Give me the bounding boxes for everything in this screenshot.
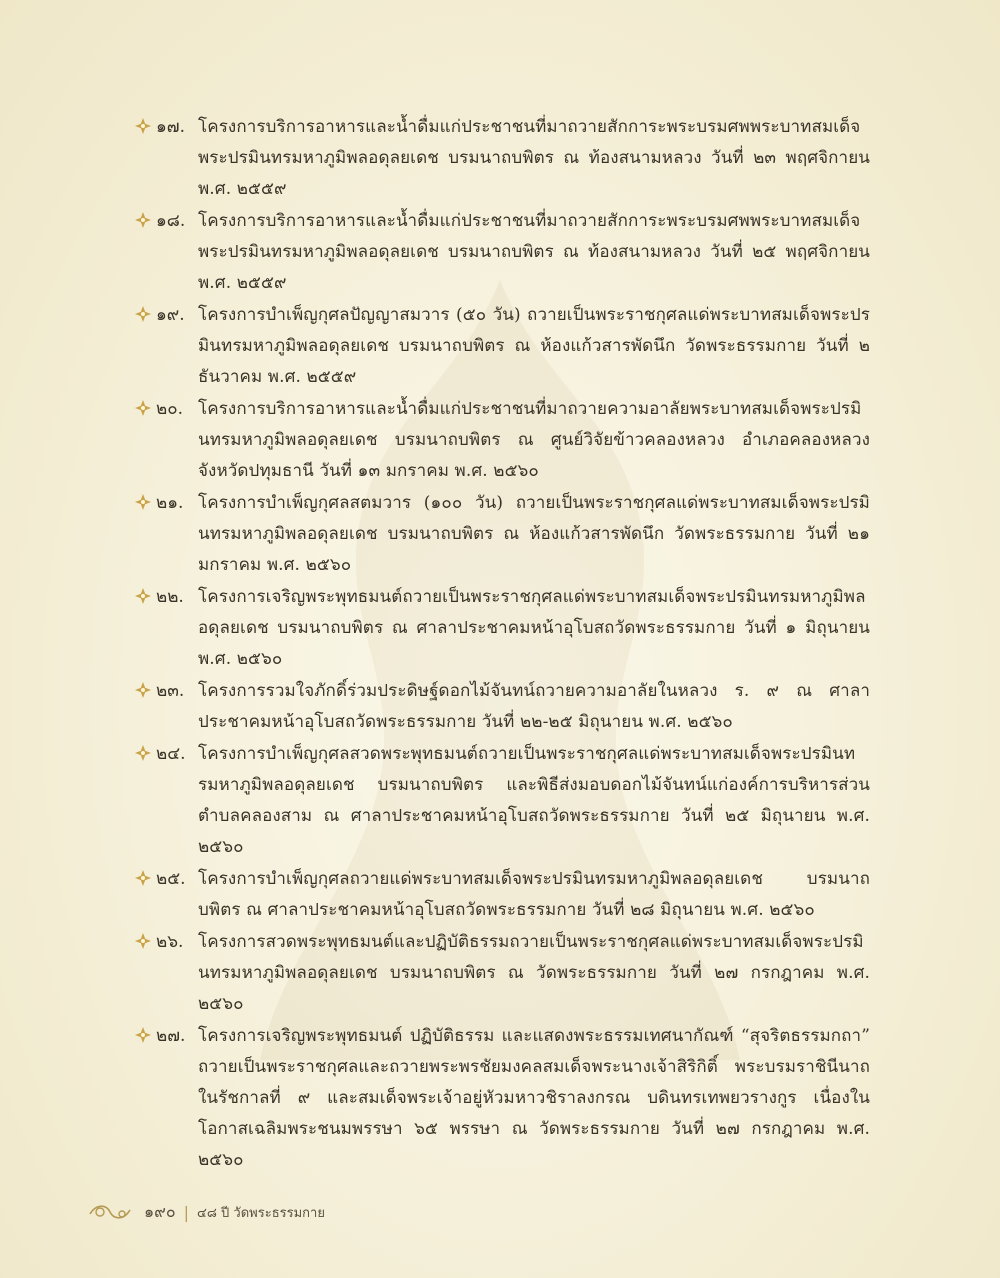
item-text: โครงการบริการอาหารและน้ำดื่มแก่ประชาชนที่มาถวายสักการะพระบรมศพพระบาทสมเด็จพระปรมินทรมหาภูมิพลอดุลยเดช บรมนาถบพิตร ณ ท้องสนามหลวง วันที่ ๒๓ พฤศจิกายน พ.ศ. ๒๕๕๙: [198, 117, 870, 199]
item-number: ๒๑.: [156, 493, 184, 513]
diamond-flower-bullet-icon: [134, 869, 152, 887]
footer-separator: |: [183, 1202, 190, 1222]
list-item: [130, 300, 870, 393]
list-item: [130, 394, 870, 487]
item-text: โครงการบริการอาหารและน้ำดื่มแก่ประชาชนที่มาถวายสักการะพระบรมศพพระบาทสมเด็จพระปรมินทรมหาภูมิพลอดุลยเดช บรมนาถบพิตร ณ ท้องสนามหลวง วันที่ ๒๕ พฤศจิกายน พ.ศ. ๒๕๕๙: [198, 211, 870, 293]
diamond-flower-bullet-icon: [134, 932, 152, 950]
diamond-flower-bullet-icon: [134, 1026, 152, 1044]
item-number: ๒๗.: [156, 1026, 186, 1046]
item-text: โครงการเจริญพระพุทธมนต์ ปฏิบัติธรรม และแสดงพระธรรมเทศนากัณฑ์ “สุจริตธรรมกถา” ถวายเป็นพระราชกุศลและถวายพระพรชัยมงคลสมเด็จพระนางเจ้าสิริกิติ์ พระบรมราชินีนาถ ในรัชกาลที่ ๙ และสมเด็จพระเจ้าอยู่หัวมหาวชิราลงกรณ บดินทรเทพยวรางกูร เนื่องในโอกาสเฉลิมพระชนมพรรษา ๖๕ พรรษา ณ วัดพระธรรมกาย วันที่ ๒๗ กรกฎาคม พ.ศ. ๒๕๖๐: [198, 1026, 870, 1170]
item-text: โครงการบริการอาหารและน้ำดื่มแก่ประชาชนที่มาถวายความอาลัยพระบาทสมเด็จพระปรมินทรมหาภูมิพลอดุลยเดช บรมนาถบพิตร ณ ศูนย์วิจัยข้าวคลองหลวง อำเภอคลองหลวง จังหวัดปทุมธานี วันที่ ๑๓ มกราคม พ.ศ. ๒๕๖๐: [198, 399, 870, 481]
item-text: โครงการบำเพ็ญกุศลสตมวาร (๑๐๐ วัน) ถวายเป็นพระราชกุศลแด่พระบาทสมเด็จพระปรมินทรมหาภูมิพลอดุลยเดช บรมนาถบพิตร ณ ห้องแก้วสารพัดนึก วัดพระธรรมกาย วันที่ ๒๑ มกราคม พ.ศ. ๒๕๖๐: [198, 493, 870, 575]
diamond-flower-bullet-icon: [134, 117, 152, 135]
item-number: ๒๒.: [156, 587, 184, 607]
item-number: ๒๐.: [156, 399, 183, 419]
diamond-flower-bullet-icon: [134, 493, 152, 511]
item-text: โครงการบำเพ็ญกุศลปัญญาสมวาร (๕๐ วัน) ถวายเป็นพระราชกุศลแด่พระบาทสมเด็จพระปรมินทรมหาภูมิพลอดุลยเดช บรมนาถบพิตร ณ ห้องแก้วสารพัดนึก วัดพระธรรมกาย วันที่ ๒ ธันวาคม พ.ศ. ๒๕๕๙: [198, 305, 870, 387]
list-item: [130, 488, 870, 581]
item-number: ๒๓.: [156, 681, 185, 701]
diamond-flower-bullet-icon: [134, 399, 152, 417]
item-number: ๒๔.: [156, 744, 186, 764]
diamond-flower-bullet-icon: [134, 744, 152, 762]
page-footer: [88, 1197, 325, 1227]
scroll-ornament-icon: [88, 1200, 134, 1224]
list-item: [130, 582, 870, 675]
list-item: [130, 739, 870, 863]
item-number: ๒๖.: [156, 932, 184, 952]
list-item: [130, 864, 870, 926]
item-number: ๒๕.: [156, 869, 186, 889]
diamond-flower-bullet-icon: [134, 681, 152, 699]
item-text: โครงการรวมใจภักดิ์ร่วมประดิษฐ์ดอกไม้จันทน์ถวายความอาลัยในหลวง ร. ๙ ณ ศาลาประชาคมหน้าอุโบสถวัดพระธรรมกาย วันที่ ๒๒-๒๕ มิถุนายน พ.ศ. ๒๕๖๐: [198, 681, 870, 732]
diamond-flower-bullet-icon: [134, 587, 152, 605]
item-number: ๑๙.: [156, 305, 185, 325]
item-number: ๑๘.: [156, 211, 186, 231]
page-number: ๑๙๐: [144, 1201, 176, 1221]
item-text: โครงการบำเพ็ญกุศลถวายแด่พระบาทสมเด็จพระปรมินทรมหาภูมิพลอดุลยเดช บรมนาถบพิตร ณ ศาลาประชาคมหน้าอุโบสถวัดพระธรรมกาย วันที่ ๒๘ มิถุนายน พ.ศ. ๒๕๖๐: [198, 869, 870, 920]
item-text: โครงการเจริญพระพุทธมนต์ถวายเป็นพระราชกุศลแด่พระบาทสมเด็จพระปรมินทรมหาภูมิพลอดุลยเดช บรมนาถบพิตร ณ ศาลาประชาคมหน้าอุโบสถวัดพระธรรมกาย วันที่ ๑ มิถุนายน พ.ศ. ๒๕๖๐: [198, 587, 870, 669]
item-text: โครงการสวดพระพุทธมนต์และปฏิบัติธรรมถวายเป็นพระราชกุศลแด่พระบาทสมเด็จพระปรมินทรมหาภูมิพลอดุลยเดช บรมนาถบพิตร ณ วัดพระธรรมกาย วันที่ ๒๗ กรกฎาคม พ.ศ. ๒๕๖๐: [198, 932, 870, 1014]
book-title: ๔๘ ปี วัดพระธรรมกาย: [197, 1205, 325, 1221]
list-item: [130, 1021, 870, 1176]
list-item: [130, 112, 870, 205]
item-number: ๑๗.: [156, 117, 185, 137]
activity-list: [130, 112, 870, 1177]
list-item: [130, 927, 870, 1020]
item-text: โครงการบำเพ็ญกุศลสวดพระพุทธมนต์ถวายเป็นพระราชกุศลแด่พระบาทสมเด็จพระปรมินทรมหาภูมิพลอดุลยเดช บรมนาถบพิตร และพิธีส่งมอบดอกไม้จันทน์แก่องค์การบริหารส่วนตำบลคลองสาม ณ ศาลาประชาคมหน้าอุโบสถวัดพระธรรมกาย วันที่ ๒๕ มิถุนายน พ.ศ. ๒๕๖๐: [198, 744, 870, 857]
list-item: [130, 676, 870, 738]
diamond-flower-bullet-icon: [134, 211, 152, 229]
list-item: [130, 206, 870, 299]
diamond-flower-bullet-icon: [134, 305, 152, 323]
